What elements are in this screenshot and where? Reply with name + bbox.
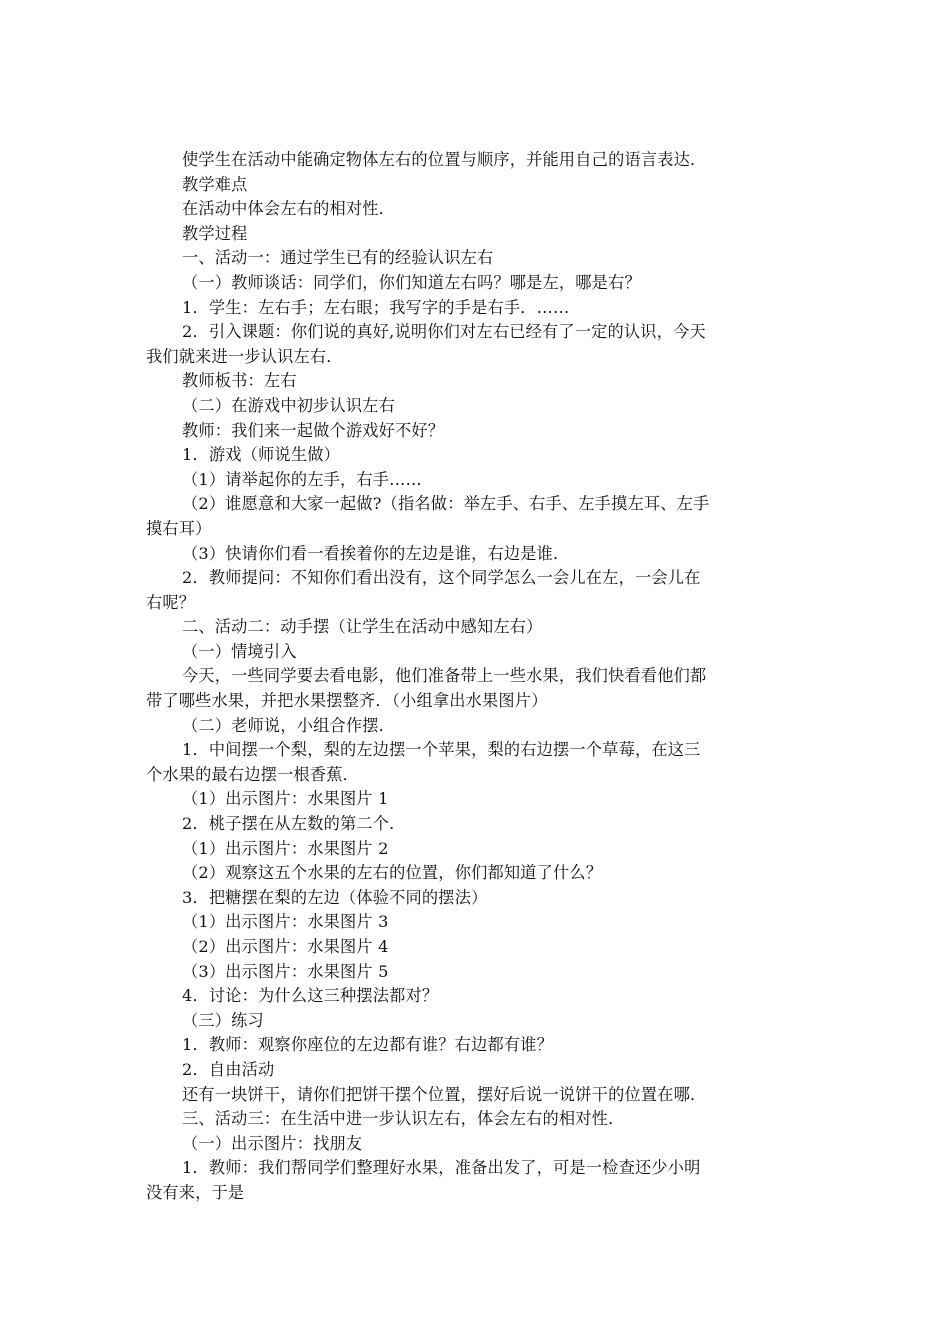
- document-body: [146, 148, 806, 1206]
- text-line: 2．自由活动: [182, 1059, 275, 1079]
- text-line: （二）老师说，小组合作摆．: [182, 715, 396, 735]
- text-line: 2．引入课题：你们说的真好,说明你们对左右已经有了一定的认识，今天: [182, 322, 706, 342]
- text-line: （一）情境引入: [182, 641, 297, 661]
- text-line: 2．桃子摆在从左数的第二个．: [182, 814, 406, 834]
- text-line: （2）谁愿意和大家一起做?（指名做：举左手、右手、左手摸左耳、左手: [182, 494, 710, 514]
- text-line: （二）在游戏中初步认识左右: [182, 395, 396, 415]
- text-line: 1．教师：观察你座位的左边都有谁？右边都有谁？: [182, 1035, 554, 1055]
- text-line: 教师板书：左右: [182, 371, 297, 391]
- text-line: 1．学生：左右手；左右眼；我写字的手是右手．……: [182, 297, 570, 317]
- section-heading: 教学过程: [182, 223, 248, 243]
- text-line: 还有一块饼干，请你们把饼干摆个位置，摆好后说一说饼干的位置在哪．: [182, 1084, 707, 1104]
- text-line: 1．中间摆一个梨，梨的左边摆一个苹果，梨的右边摆一个草莓，在这三: [182, 740, 701, 760]
- text-line: 使学生在活动中能确定物体左右的位置与顺序，并能用自己的语言表达．: [182, 150, 707, 169]
- text-line: 2．教师提问：不知你们看出没有，这个同学怎么一会儿在左，一会儿在: [182, 568, 701, 588]
- text-line: （2）出示图片：水果图片 4: [182, 937, 389, 956]
- text-line: （3）快请你们看一看挨着你的左边是谁，右边是谁．: [182, 543, 570, 563]
- text-line: （1）出示图片：水果图片 2: [182, 838, 389, 858]
- text-line: 教师：我们来一起做个游戏好不好？: [182, 420, 445, 440]
- text-line: 1．教师：我们帮同学们整理好水果，准备出发了，可是一检查还少小明: [182, 1158, 701, 1178]
- text-line: 我们就来进一步认识左右．: [146, 346, 343, 366]
- text-line: （1）请举起你的左手，右手……: [182, 469, 422, 489]
- text-line: 个水果的最右边摆一根香蕉．: [146, 764, 360, 784]
- text-line: （1）出示图片：水果图片 3: [182, 912, 389, 932]
- text-line: 右呢？: [146, 592, 196, 612]
- text-line: 1．游戏（师说生做）: [182, 445, 340, 465]
- text-line: 今天，一些同学要去看电影，他们准备带上一些水果，我们快看看他们都: [182, 666, 707, 686]
- text-line: 摸右耳）: [146, 518, 212, 538]
- text-line: 三、活动三：在生活中进一步认识左右，体会左右的相对性．: [182, 1109, 625, 1129]
- text-line: 在活动中体会左右的相对性．: [182, 199, 396, 219]
- text-line: 二、活动二：动手摆（让学生在活动中感知左右）: [182, 617, 543, 637]
- text-line: （一）教师谈话：同学们，你们知道左右吗？哪是左，哪是右？: [182, 272, 641, 292]
- text-line: （三）练习: [182, 1010, 264, 1030]
- text-line: （3）出示图片：水果图片 5: [182, 961, 389, 981]
- text-line: （2）观察这五个水果的左右的位置，你们都知道了什么？: [182, 863, 603, 883]
- text-line: 3．把糖摆在梨的左边（体验不同的摆法）: [182, 887, 488, 907]
- section-heading: 教学难点: [182, 174, 248, 194]
- text-line: 一、活动一：通过学生已有的经验认识左右: [182, 248, 494, 268]
- text-line: 带了哪些水果，并把水果摆整齐．（小组拿出水果图片）: [146, 691, 548, 711]
- text-line: 4．讨论：为什么这三种摆法都对？: [182, 986, 439, 1006]
- text-line: 没有来，于是: [146, 1182, 245, 1202]
- text-line: （1）出示图片：水果图片 1: [182, 789, 389, 809]
- text-line: （一）出示图片：找朋友: [182, 1133, 363, 1153]
